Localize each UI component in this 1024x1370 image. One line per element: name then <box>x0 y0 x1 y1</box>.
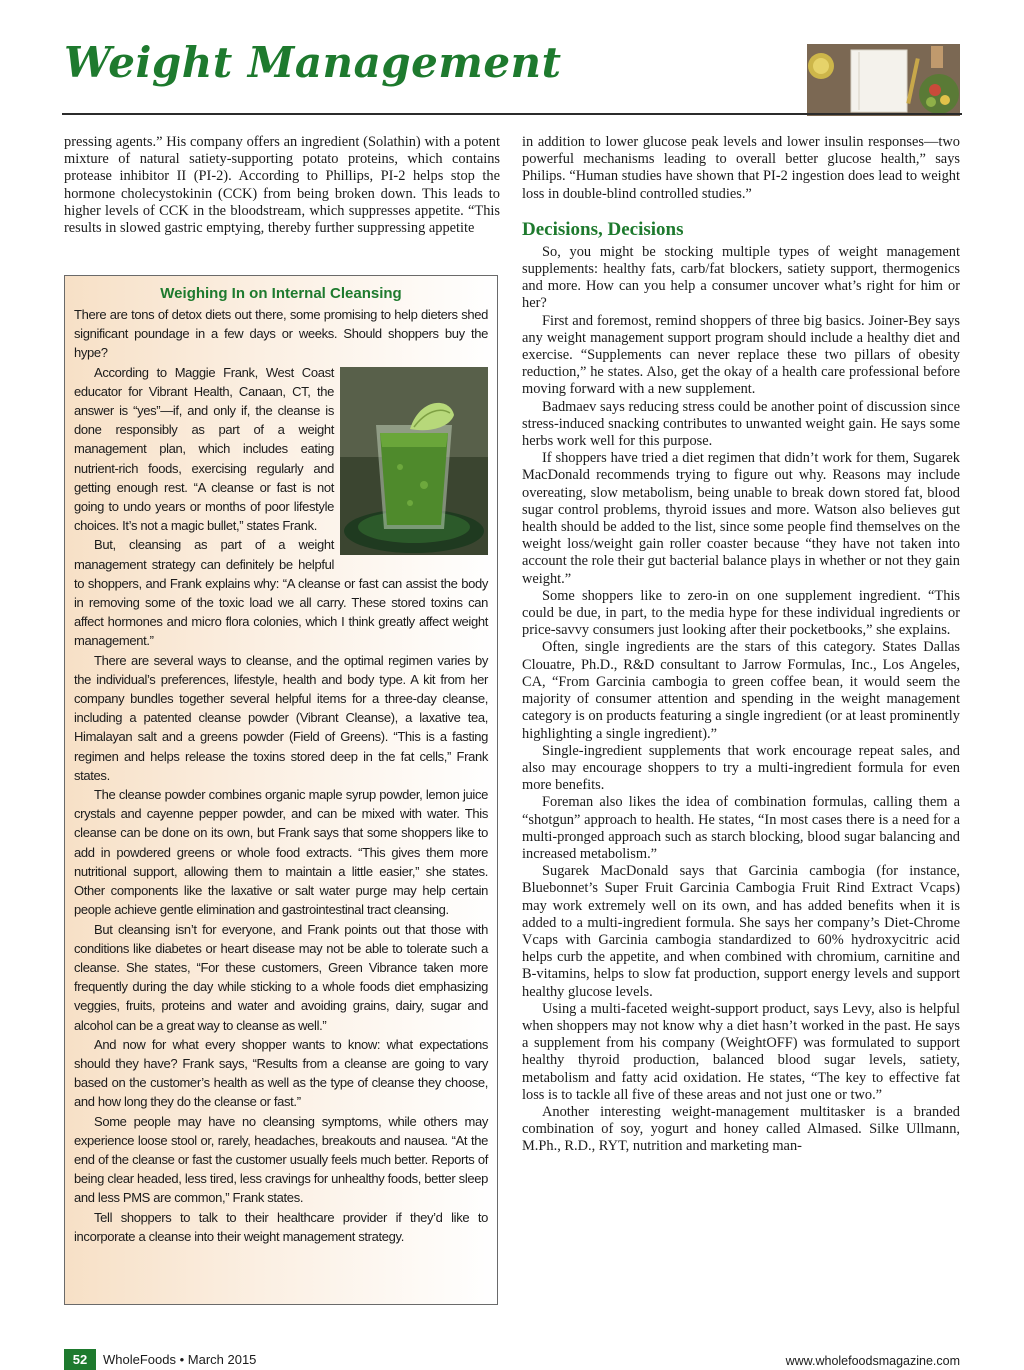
sidebar-body <box>74 305 488 1246</box>
page-title: Weight Management <box>64 38 562 87</box>
article-paragraph: in addition to lower glucose peak levels and lower insulin responses—two powerful mechanisms leading to overall better glucose health,” says Philips. “Human studies have shown that PI-2 ingestion does lead to weight loss in double-blind controlled studies.” <box>522 134 960 202</box>
sidebar-paragraph: But, cleansing as part of a weight management strategy can definitely be helpful to shoppers, and Frank explains why: “A cleanse or fast can assist the body in removing some of the toxic load we all carry. These stored toxins can affect hormones and micro flora colonies, which I think greatly affect weight management.” <box>74 537 488 649</box>
article-paragraph: Some shoppers like to zero-in on one supplement ingredient. “This could be due, in part, to the media hype for these individual ingredients or price-savvy consumers just looking after their pocketbooks,” she explains. <box>522 587 960 639</box>
sidebar-paragraph: There are several ways to cleanse, and the optimal regimen varies by the individual’s preferences, lifestyle, health and body type. A kit from her company bundles together several helpful items for a three-day cleanse, including a patented cleanse powder (Vibrant Cleanse), a laxative tea, Himalayan salt and a greens powder (Field of Greens). “This is a fasting regimen and helps release the toxins stored deep in the fat cells,” Frank states. <box>74 652 488 783</box>
article-paragraph: Foreman also likes the idea of combination formulas, calling them a “shotgun” approach to health. He states, “In most cases there is a need for a multi-pronged approach such as starch blocking, blood sugar balancing and increased metabolism.” <box>522 794 960 862</box>
article-paragraph: Using a multi-faceted weight-support product, says Levy, also is helpful when shoppers may not know why a diet hasn’t worked in the past. He says a supplement from his company (WeightOFF) was formulated to support healthy thyroid production, balanced blood sugar levels, satiety, metabolism and fatty acid oxidation. He states, “The key to effective fat loss is to tackle all five of these areas and not just one or two.” <box>522 1000 960 1103</box>
article-paragraph: First and foremost, remind shoppers of three big basics. Joiner-Bey says any weight management support program should include a healthy diet and exercise. “Supplements can never replace these two pillars of obesity reduction,” he states. Also, get the okay of a health care professional before moving forward with a new supplement. <box>522 312 960 398</box>
sidebar-paragraph: And now for what every shopper wants to know: what expectations should they have? Frank says, “Results from a cleanse are going to vary based on the customer’s health as well as the type of cleanse they choose, and how long they do the cleanse or fast.” <box>74 1036 488 1110</box>
sidebar-paragraph: According to Maggie Frank, West Coast educator for Vibrant Health, Canaan, CT, the answer is “yes”—if, and only if, the cleanse is done responsibly as part of a weight management plan, which includes eating nutrient-rich foods, exercising regularly and getting enough rest. “A cleanse or fast is not going to undo years or months of poor lifestyle choices. It’s not a magic bullet,” states Frank. <box>74 364 334 534</box>
header-photo <box>807 44 960 116</box>
article-paragraph: Often, single ingredients are the stars of this category. States Dallas Clouatre, Ph.D., R&D consultant to Jarrow Formulas, Inc., Los Angeles, CA, “From Garcinia cambogia to green coffee bean, it would seem the majority of consumer attention and spending in the weight management category is on products featuring a single ingredient (or at least prominently highlighting a single ingredient).” <box>522 639 960 742</box>
section-heading: Decisions, Decisions <box>522 218 684 240</box>
article-paragraph: Single-ingredient supplements that work encourage repeat sales, and also may encourage shoppers to try a multi-ingredient formula for even more benefits. <box>522 742 960 794</box>
article-paragraph: So, you might be stocking multiple types of weight management supplements: healthy fats, carb/fat blockers, satiety support, thermogenics and more. How can you help a consumer uncover what’s right for him or her? <box>522 243 960 312</box>
article-paragraph: Another interesting weight-management multitasker is a branded combination of soy, yogurt and honey called Almased. Silke Ullmann, M.Ph., R.D., RYT, nutrition and marketing man- <box>522 1103 960 1155</box>
article-paragraph: If shoppers have tried a diet regimen that didn’t work for them, Sugarek MacDonald recommends trying to figure out why. Reasons may include overeating, slow metabolism, being unable to break down stored fat, blood sugar control problems, thyroid issues and more. Watson also believes gut health should be added to the list, since some people find themselves on the weight loss/weight gain roller coaster because “they have not taken into account the role their gut bacterial balance plays in whether or not they gain weight.” <box>522 450 960 587</box>
sidebar-paragraph: Tell shoppers to talk to their healthcare provider if they’d like to incorporate a cleanse into their weight management strategy. <box>74 1209 488 1244</box>
sidebar-title: Weighing In on Internal Cleansing <box>160 285 402 302</box>
magazine-url[interactable]: www.wholefoodsmagazine.com <box>785 1354 960 1368</box>
sidebar-paragraph: There are tons of detox diets out there, some promising to help dieters shed significant poundage in a few days or weeks. Should shoppers buy the hype? <box>74 307 488 361</box>
article-left-column <box>64 134 500 237</box>
article-paragraph: pressing agents.” His company offers an ingredient (Solathin) with a potent mixture of natural satiety-supporting potato proteins, which contains protease inhibitor II (PI-2). According to Phillips, PI-2 helps stop the hormone cholecystokinin (CCK) from being broken down. This leads to higher levels of CCK in the bloodstream, which suppresses appetite. “This results in slowed gastric emptying, thereby further suppressing appetite <box>64 134 500 237</box>
magazine-issue: WholeFoods • March 2015 <box>103 1352 257 1367</box>
article-paragraph: Sugarek MacDonald says that Garcinia cambogia (for instance, Bluebonnet’s Super Fruit Garcinia Cambogia Fruit Rind Extract Vcaps) may work extremely well on its own, and has added benefits when it is added to a multi-ingredient formula. She says her company’s Diet-Chrome Vcaps with Garcinia cambogia standardized to 60% hydroxycitric acid helps curb the appetite, and when combined with chromium, carnitine and B-vitamins, helps to slow fat production, support energy levels and support healthy glucose levels. <box>522 863 960 1000</box>
page-number: 52 <box>64 1349 96 1370</box>
article-right-column <box>522 134 960 1156</box>
sidebar-box-internal-cleansing <box>64 275 498 1305</box>
header-divider <box>62 113 962 115</box>
sidebar-paragraph: The cleanse powder combines organic maple syrup powder, lemon juice crystals and cayenne pepper powder, and can be mixed with water. This cleanse can be done on its own, but Frank says that some shoppers like to add in powdered greens or whole food extracts. “This gives them more nutritional support, allowing them to maintain a little easier,” she states. Other components like the laxative or salt water purge may help certain people achieve gentle elimination and gastrointestinal tract cleansing. <box>74 787 488 918</box>
article-paragraph: Badmaev says reducing stress could be another point of discussion since stress-induced snacking contributes to unwanted weight gain. He says some herbs work well for this purpose. <box>522 398 960 450</box>
smoothie-photo <box>340 367 488 555</box>
sidebar-paragraph: But cleansing isn’t for everyone, and Frank points out that those with conditions like diabetes or heart disease may not be able to tolerate such a cleanse. She states, “For these customers, Green Vibrance taken more frequently during the day while sticking to a whole foods diet emphasizing veggies, fruits, proteins and water and avoiding grains, dairy, sugar and alcohol can be a great way to cleanse as well.” <box>74 921 488 1033</box>
sidebar-paragraph: Some people may have no cleansing symptoms, while others may experience loose stool or, rarely, headaches, breakouts and nausea. “At the end of the cleanse or fast the customer usually feels much better. Reports of being clear headed, less tired, less cravings for unhealthy foods, better sleep and less PMS are common,” Frank states. <box>74 1113 488 1206</box>
